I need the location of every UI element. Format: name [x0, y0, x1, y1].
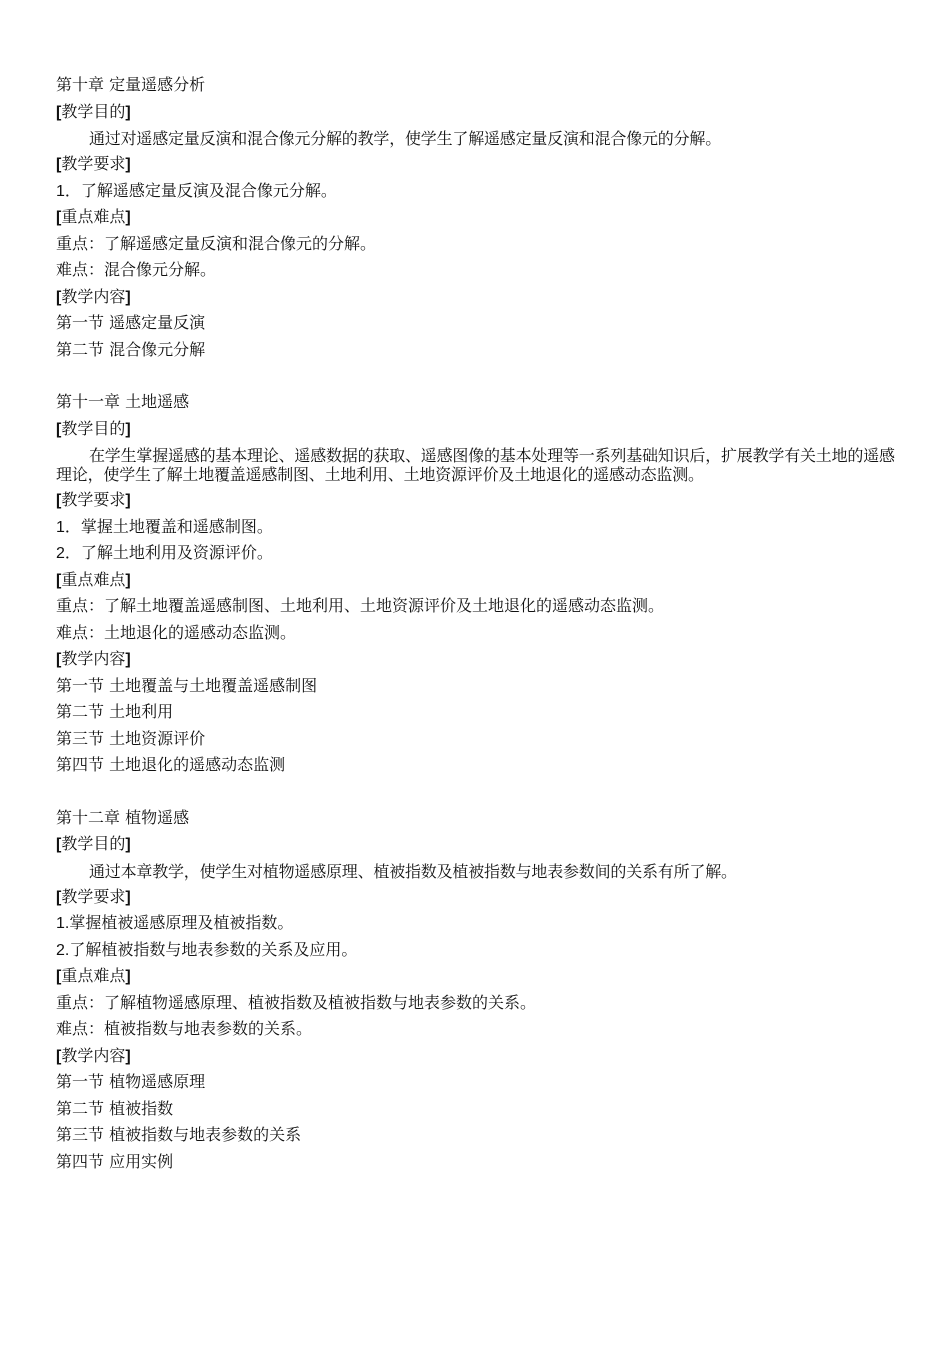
requirements-heading: [教学要求]: [56, 886, 131, 906]
key-point: 重点：了解植物遥感原理、植被指数及植被指数与地表参数的关系。: [56, 992, 537, 1012]
key-points-heading: [重点难点]: [56, 207, 131, 226]
goal-text: 通过本章教学，使学生对植物遥感原理、植被指数及植被指数与地表参数间的关系有所了解。: [89, 861, 737, 881]
goal-heading: [教学目的]: [56, 834, 131, 853]
section-item: 第一节 遥感定量反演: [56, 313, 206, 332]
goal-heading: [教学目的]: [56, 418, 131, 438]
chapter-title: 第十二章 植物遥感: [56, 807, 190, 827]
section-item: 第四节 土地退化的遥感动态监测: [56, 755, 286, 774]
document-page: [56, 72, 906, 1175]
requirement-item: 2．了解土地利用及资源评价。: [56, 543, 273, 562]
difficulty: 难点：土地退化的遥感动态监测。: [56, 622, 297, 642]
section-item: 第二节 混合像元分解: [56, 339, 206, 359]
content-heading: [教学内容]: [56, 1045, 131, 1065]
difficulty: 难点：植被指数与地表参数的关系。: [56, 1019, 313, 1038]
requirement-item: 2.了解植被指数与地表参数的关系及应用。: [56, 939, 358, 959]
key-point: 重点：了解遥感定量反演和混合像元的分解。: [56, 233, 377, 253]
chapter-title: 第十一章 土地遥感: [56, 392, 190, 411]
chapter-title: 第十章 定量遥感分析: [56, 75, 206, 94]
goal-heading: [教学目的]: [56, 101, 131, 121]
key-points-heading: [重点难点]: [56, 569, 131, 589]
chapter-11: [56, 389, 906, 779]
requirement-item: 1．掌握土地覆盖和遥感制图。: [56, 516, 273, 536]
requirement-item: 1．了解遥感定量反演及混合像元分解。: [56, 180, 337, 200]
key-points-heading: [重点难点]: [56, 966, 131, 985]
section-item: 第一节 植物遥感原理: [56, 1072, 206, 1091]
section-item: 第二节 土地利用: [56, 702, 174, 721]
requirements-heading: [教学要求]: [56, 490, 131, 509]
section-item: 第一节 土地覆盖与土地覆盖遥感制图: [56, 675, 318, 695]
chapter-12: [56, 805, 906, 1176]
chapter-10: [56, 72, 906, 363]
difficulty: 难点：混合像元分解。: [56, 260, 217, 279]
content-heading: [教学内容]: [56, 649, 131, 668]
key-point: 重点：了解土地覆盖遥感制图、土地利用、土地资源评价及土地退化的遥感动态监测。: [56, 596, 665, 615]
section-item: 第二节 植被指数: [56, 1098, 174, 1118]
goal-text: 通过对遥感定量反演和混合像元分解的教学，使学生了解遥感定量反演和混合像元的分解。: [89, 129, 722, 148]
goal-text: 在学生掌握遥感的基本理论、遥感数据的获取、遥感图像的基本处理等一系列基础知识后，扩展教学有关土地的遥感理论，使学生了解土地覆盖遥感制图、土地利用、土地资源评价及土地退化的遥感动态监测。: [56, 446, 895, 484]
requirements-heading: [教学要求]: [56, 154, 131, 173]
section-item: 第三节 植被指数与地表参数的关系: [56, 1125, 302, 1144]
section-item: 第三节 土地资源评价: [56, 728, 206, 748]
section-item: 第四节 应用实例: [56, 1151, 174, 1171]
content-heading: [教学内容]: [56, 286, 131, 306]
requirement-item: 1.掌握植被遥感原理及植被指数。: [56, 913, 294, 932]
